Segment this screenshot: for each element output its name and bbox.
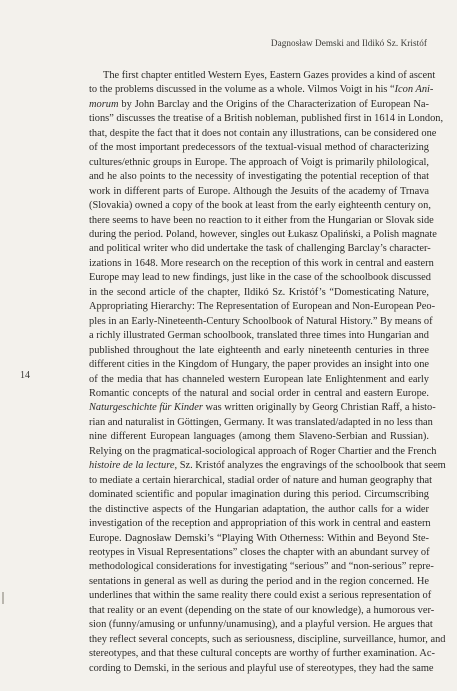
text-line: the distinctive aspects of the Hungarian adaptation, the author calls for a wider [89, 503, 429, 515]
text-line: histoire de la lecture, Sz. Kristóf analyzes the engravings of the schoolbook that seem [89, 460, 446, 472]
text-line: Relying on the pragmatical-sociological approach of Roger Chartier and the French [89, 445, 437, 457]
text-line: and political writer who did undertake the task of challenging Barclay’s character- [89, 243, 431, 255]
text-line: morum by John Barclay and the Origins of the Characterization of European Na- [89, 98, 429, 110]
text-line: Appropriating Hierarchy: The Representation of European and Non-European Peo- [89, 301, 436, 313]
text-line: rian and naturalist in Göttingen, Germany. It was translated/adapted in no less than [89, 416, 433, 428]
text-line: underlines that within the same reality there could exist a serious representation of [89, 590, 432, 602]
text-line: and he also points to the necessity of investigating the potential reception of that [89, 171, 429, 183]
text-line: to the problems discussed in the volume as a whole. Vilmos Voigt in his “Icon Ani- [89, 84, 434, 96]
text-line: to mediate a certain hierarchical, stadial order of nature and human geography that [89, 474, 433, 486]
text-line: different cities in the Kingdom of Hungary, the paper provides an insight into one [89, 359, 429, 371]
text-line: Europe may lead to new findings, just like in the case of the schoolbook discussed [89, 272, 431, 284]
text-line: work in different parts of Europe. Although the Jesuits of the academy of Trnava [89, 185, 429, 197]
text-line: during the period. Poland, however, singles out Łukasz Opaliński, a Polish magnate [89, 228, 437, 240]
page-number: 14 [20, 370, 30, 381]
text-line: nine different European languages (among them Slaveno-Serbian and Russian). [89, 431, 429, 443]
text-line: that reality or an event (depending on the state of our knowledge), a humorous ver- [89, 604, 435, 616]
text-line: a richly illustrated German schoolbook, translated three times into Hungarian and [89, 330, 429, 342]
text-line: in the second article of the chapter, Ildikó Sz. Kristóf’s “Domesticating Nature, [89, 286, 429, 298]
text-line: stereotypes, and that these cultural concepts are worthy of further examination. Ac- [89, 648, 435, 660]
text-line: that, despite the fact that it does not contain any illustrations, can be considered one [89, 127, 437, 139]
text-line: izations in 1648. More research on the reception of this work in central and eastern [89, 257, 434, 269]
text-line: of the most important predecessors of the textual-visual method of characterizing [89, 142, 429, 154]
running-header: Dagnosław Demski and Ildikó Sz. Kristóf [270, 38, 427, 48]
text-line: (Slovakia) owned a copy of the book at least from the early eighteenth century on, [89, 200, 431, 212]
text-line: methodological considerations for investigating “serious” and “non-serious” repre- [89, 561, 434, 573]
text-line: they reflect several concepts, such as seriousness, discipline, surveillance, humor, and [89, 633, 446, 645]
body-paragraph [89, 69, 446, 676]
text-line: Europe. Dagnosław Demski’s “Playing With Otherness: Within and Beyond Ste- [89, 532, 429, 544]
scan-edge-mark [2, 592, 4, 604]
text-line: cording to Demski, in the serious and playful use of stereotypes, they had the same [89, 662, 434, 674]
text-line: tions” discusses the treatise of a British nobleman, published first in 1614 in London, [89, 113, 444, 125]
text-line: Naturgeschichte für Kinder was written originally by Georg Christian Raff, a histo- [89, 402, 436, 414]
text-line: ples in an Early-Nineteenth-Century Schoolbook of Natural History.” By means of [89, 315, 433, 327]
text-line: dominated scientific and popular imagination during this period. Circumscribing [89, 489, 429, 501]
text-line: reotypes in Visual Representations” closes the chapter with an abundant survey of [89, 546, 430, 558]
text-line: sion (funny/amusing or unfunny/unamusing), and a playful version. He argues that [89, 619, 433, 631]
text-line: Romantic concepts of the natural and social order in central and eastern Europe. [89, 387, 429, 399]
text-line: sentations in general as well as during the period and in the region concerned. He [89, 575, 429, 587]
text-line: there seems to have been no reaction to it either from the Hungarian or Slovak side [89, 214, 434, 226]
text-line: investigation of the reception and appropriation of this work in central and eastern [89, 518, 431, 530]
text-line: of the media that has channeled western European late Enlightenment and early [89, 373, 429, 385]
text-line: The first chapter entitled Western Eyes, Eastern Gazes provides a kind of ascent [103, 70, 436, 81]
text-line: cultures/ethnic groups in Europe. The approach of Voigt is primarily philological, [89, 156, 429, 168]
text-line: published throughout the late eighteenth and early nineteenth centuries in three [89, 344, 429, 356]
